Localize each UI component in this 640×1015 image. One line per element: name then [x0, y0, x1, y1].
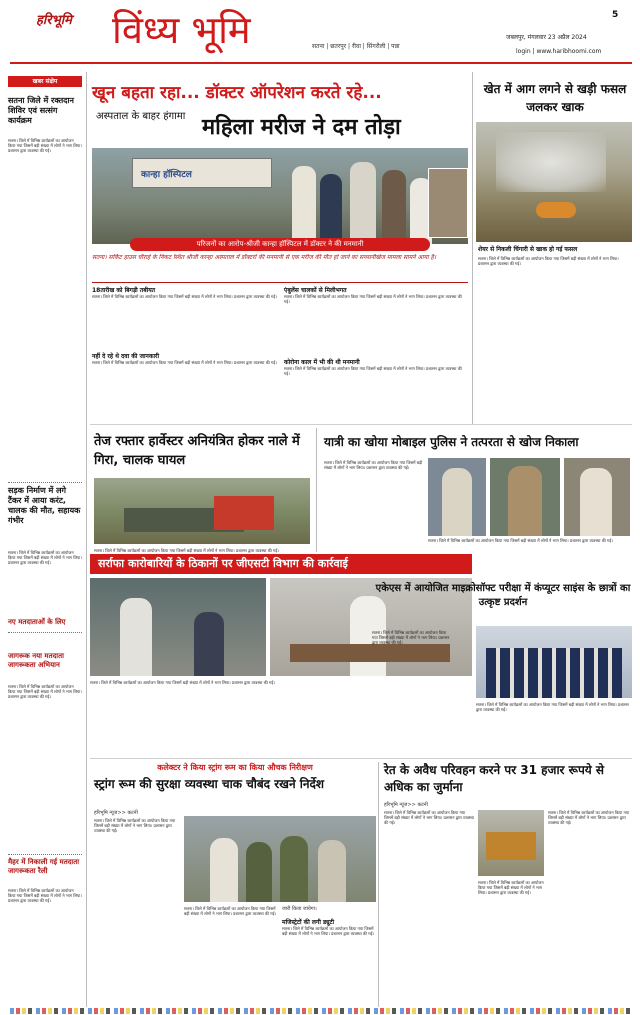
collector-body-2: सतना। जिले में विभिन्न कार्यक्रमों का आयोजन किया गया जिसमें बड़ी संख्या में लोगों ने भाग लिया। प्रशासन द्वारा व्यवस्था की गई।: [184, 906, 276, 916]
sidebar-story-1-title: सतना जिले में रक्तदान शिविर एवं सत्संग कार्यक्रम: [8, 96, 74, 125]
fire-headline: खेत में आग लगने से खड़ी फसल जलकर खाक: [483, 82, 627, 114]
mobile-story: [320, 428, 632, 552]
registration-marks: [10, 1008, 630, 1014]
divider: [8, 854, 82, 855]
masthead-rule: [10, 62, 632, 64]
soldier-figure: [246, 842, 272, 902]
sand-story: [382, 762, 632, 1007]
gst-headline: सर्राफा कारोबारियों के ठिकानों पर जीएसटी विभाग की कार्रवाई: [98, 557, 348, 570]
sand-body-3: सतना। जिले में विभिन्न कार्यक्रमों का आयोजन किया गया जिसमें बड़ी संख्या में लोगों ने भाग लिया। प्रशासन द्वारा व्यवस्था की गई।: [548, 810, 630, 825]
sign-text: कान्हा हॉस्पिटल: [141, 170, 192, 180]
divider: [8, 632, 82, 633]
sidebar-header: खबर संक्षेप: [8, 76, 82, 87]
collector-subhead: मजिस्ट्रेटों की लगी ड्यूटी: [282, 919, 335, 926]
hospital-photo: [92, 148, 468, 244]
sand-body-2: सतना। जिले में विभिन्न कार्यक्रमों का आयोजन किया गया जिसमें बड़ी संख्या में लोगों ने भाग लिया। प्रशासन द्वारा व्यवस्था की गई।: [478, 880, 544, 895]
lead-story: [90, 78, 468, 286]
crowd-figure: [382, 170, 406, 244]
column-rule: [316, 428, 317, 552]
divider: [90, 424, 632, 425]
fire-photo: [476, 122, 632, 242]
mobile-photo-2: [490, 458, 560, 536]
smoke-plume: [496, 132, 606, 192]
truck: [486, 832, 536, 860]
column-rule: [378, 762, 379, 1007]
lead-subhead-4: कोरोना काल में भी की थी मनमानी: [284, 359, 360, 366]
login-link[interactable]: login | www.haribhoomi.com: [516, 48, 602, 55]
mobile-photo-3: [564, 458, 630, 536]
edition-list: सतना | छतरपुर | रीवा | सिंगरौली | पन्ना: [312, 43, 400, 50]
collector-headline: स्ट्रांग रूम की सुरक्षा व्यवस्था चाक चौबंद रखने निर्देश: [94, 777, 325, 791]
divider: [92, 282, 468, 283]
fire-story: [476, 74, 632, 424]
column-rule: [472, 72, 473, 424]
person-figure: [508, 466, 542, 536]
logo: हरिभूमि: [36, 13, 72, 28]
sidebar-story-4-body: सतना। जिले में विभिन्न कार्यक्रमों का आयोजन किया गया जिसमें बड़ी संख्या में लोगों ने भाग लिया। प्रशासन द्वारा व्यवस्था की गई।: [8, 888, 82, 903]
lead-col-1: सतना। जिले में विभिन्न कार्यक्रमों का आयोजन किया गया जिसमें बड़ी संख्या में लोगों ने भाग लिया। प्रशासन द्वारा व्यवस्था की गई।: [92, 294, 277, 299]
column-rule: [86, 72, 87, 1007]
page-number: 5: [612, 10, 619, 20]
harvester-headline: तेज रफ्तार हार्वेस्टर अनियंत्रित होकर नाले में गिरा, चालक घायल: [94, 434, 300, 468]
soldier-figure: [280, 836, 308, 902]
lead-col-1b: सतना। जिले में विभिन्न कार्यक्रमों का आयोजन किया गया जिसमें बड़ी संख्या में लोगों ने भाग लिया। प्रशासन द्वारा व्यवस्था की गई।: [92, 360, 277, 365]
exam-photo: [476, 626, 632, 698]
exam-headline: एकेएस में आयोजित माइक्रोसॉफ्ट परीक्षा में कंप्यूटर साइंस के छात्रों का उत्कृष्ट प्रदर्शन: [375, 583, 631, 608]
student-group: [486, 648, 622, 698]
collector-photo: [184, 816, 376, 902]
crowd-figure: [320, 174, 342, 244]
sidebar-story-2-body: सतना। जिले में विभिन्न कार्यक्रमों का आयोजन किया गया जिसमें बड़ी संख्या में लोगों ने भाग लिया। प्रशासन द्वारा व्यवस्था की गई।: [8, 550, 82, 565]
person-figure: [194, 612, 224, 676]
person-figure: [210, 838, 238, 902]
hospital-signboard: [132, 158, 272, 188]
person-figure: [318, 840, 346, 902]
collector-photo-caption: जारी किया जायेगा।: [282, 906, 317, 912]
masthead-title: विंध्य भूमि: [112, 8, 251, 52]
exam-body-right: सतना। जिले में विभिन्न कार्यक्रमों का आयोजन किया गया जिसमें बड़ी संख्या में लोगों ने भाग लिया। प्रशासन द्वारा व्यवस्था की गई।: [476, 702, 629, 712]
divider: [8, 482, 82, 483]
gst-photo-left: [90, 578, 266, 676]
lead-subhead-3: एंबुलेंस चालकों से मिलीभगत: [284, 287, 347, 294]
lead-kicker: खून बहता रहा... डॉक्टर ऑपरेशन करते रहे...: [92, 83, 382, 103]
exam-body-left: सतना। जिले में विभिन्न कार्यक्रमों का आयोजन किया गया जिसमें बड़ी संख्या में लोगों ने भाग लिया। प्रशासन द्वारा व्यवस्था की गई।: [372, 630, 450, 645]
sidebar-story-4-title: मैहर में निकाली गई मतदाता जागरूकता रैली: [8, 858, 80, 875]
sidebar-story-3-title: जागरूक नया मतदाता जागरूकता अभियान: [8, 652, 64, 669]
divider: [90, 758, 632, 759]
harvester-machine: [214, 496, 274, 530]
collector-kicker: कलेक्टर ने किया स्ट्रांग रूम का किया औचक निरीक्षण: [157, 763, 313, 772]
collector-byline: हरिभूमि न्यूज>> कटनी: [94, 810, 138, 816]
sand-body-1: सतना। जिले में विभिन्न कार्यक्रमों का आयोजन किया गया जिसमें बड़ी संख्या में लोगों ने भाग लिया। प्रशासन द्वारा व्यवस्था की गई।: [384, 810, 474, 825]
lead-col-2: सतना। जिले में विभिन्न कार्यक्रमों का आयोजन किया गया जिसमें बड़ी संख्या में लोगों ने भाग लिया। प्रशासन द्वारा व्यवस्था की गई।: [284, 294, 462, 304]
lead-subhead-1: 18तारीख को बिगड़ी तबीयत: [92, 287, 156, 294]
lead-headline: महिला मरीज ने दम तोड़ा: [202, 115, 401, 140]
lead-col-2b: सतना। जिले में विभिन्न कार्यक्रमों का आयोजन किया गया जिसमें बड़ी संख्या में लोगों ने भाग लिया। प्रशासन द्वारा व्यवस्था की गई।: [284, 366, 462, 376]
lead-deck: सतना। सर्किट हाउस चौराहे के निकट स्थित श्रीजी कान्हा अस्पताल में डॉक्टरों की मनमानी से एक मरीज की मौत हो जाने का सनसनीखेज मामला सामने आया है।: [92, 254, 437, 261]
collector-body-1: सतना। जिले में विभिन्न कार्यक्रमों का आयोजन किया गया जिसमें बड़ी संख्या में लोगों ने भाग लिया। प्रशासन द्वारा व्यवस्था की गई।: [94, 818, 176, 833]
sidebar: [8, 72, 82, 1007]
sidebar-story-3-kicker: नए मतदाताओं के लिए: [8, 618, 66, 626]
sidebar-story-2-title: सड़क निर्माण में लगे टैंकर में आया करंट, चालक की मौत, सहायक गंभीर: [8, 486, 81, 525]
harvester-photo: [94, 478, 310, 544]
collector-body-3: सतना। जिले में विभिन्न कार्यक्रमों का आयोजन किया गया जिसमें बड़ी संख्या में लोगों ने भाग लिया। प्रशासन द्वारा व्यवस्था की गई।: [282, 926, 374, 936]
fire-caption: शेयर से निकली चिंगारी से खाक हो गई फसल: [478, 246, 578, 253]
mobile-headline: यात्री का खोया मोबाइल पुलिस ने तत्परता से खोज निकाला: [324, 435, 579, 449]
sidebar-story-1-body: सतना। जिले में विभिन्न कार्यक्रमों का आयोजन किया गया जिसमें बड़ी संख्या में लोगों ने भाग लिया। प्रशासन द्वारा व्यवस्था की गई।: [8, 138, 82, 153]
fire-flame: [536, 202, 576, 218]
date-line: जबलपुर, मंगलवार 23 अप्रैल 2024: [506, 34, 587, 41]
sand-byline: हरिभूमि न्यूज>> कटनी: [384, 802, 428, 808]
gst-body: सतना। जिले में विभिन्न कार्यक्रमों का आयोजन किया गया जिसमें बड़ी संख्या में लोगों ने भाग लिया। प्रशासन द्वारा व्यवस्था की गई।: [90, 680, 275, 685]
lead-photo-caption: परिजनों का आरोप-श्रीजी कान्हा हॉस्पिटल में डॉक्टर ने की मनमानी: [130, 238, 430, 251]
lead-subhead-2: नहीं दे रहे थे दवा की जानकारी: [92, 353, 160, 360]
sidebar-story-3-body: सतना। जिले में विभिन्न कार्यक्रमों का आयोजन किया गया जिसमें बड़ी संख्या में लोगों ने भाग लिया। प्रशासन द्वारा व्यवस्था की गई।: [8, 684, 82, 699]
portrait-inset: [428, 168, 468, 238]
fire-body: सतना। जिले में विभिन्न कार्यक्रमों का आयोजन किया गया जिसमें बड़ी संख्या में लोगों ने भाग लिया। प्रशासन द्वारा व्यवस्था की गई।: [478, 256, 619, 266]
harvester-body: सतना। जिले में विभिन्न कार्यक्रमों का आयोजन किया गया जिसमें बड़ी संख्या में लोगों ने भाग लिया। प्रशासन द्वारा व्यवस्था की गई।: [94, 548, 279, 553]
masthead: [0, 0, 640, 64]
collector-story: [90, 762, 376, 1007]
sand-headline: रेत के अवैध परिवहन करने पर 31 हजार रूपये से अधिक का जुर्माना: [384, 763, 605, 794]
mobile-body: सतना। जिले में विभिन्न कार्यक्रमों का आयोजन किया गया जिसमें बड़ी संख्या में लोगों ने भाग लिया। प्रशासन द्वारा व्यवस्था की गई।: [324, 460, 423, 470]
crowd-figure: [350, 162, 376, 244]
mobile-caption: सतना। जिले में विभिन्न कार्यक्रमों का आयोजन किया गया जिसमें बड़ी संख्या में लोगों ने भाग लिया। प्रशासन द्वारा व्यवस्था की गई।: [428, 538, 613, 543]
lead-subkicker: अस्पताल के बाहर हंगामा: [96, 111, 186, 122]
mobile-photo-1: [428, 458, 486, 536]
person-figure: [120, 598, 152, 676]
sand-photo: [478, 810, 544, 876]
person-figure: [442, 468, 472, 536]
person-figure: [580, 468, 612, 536]
crowd-figure: [292, 166, 316, 244]
lead-body: [90, 286, 468, 422]
